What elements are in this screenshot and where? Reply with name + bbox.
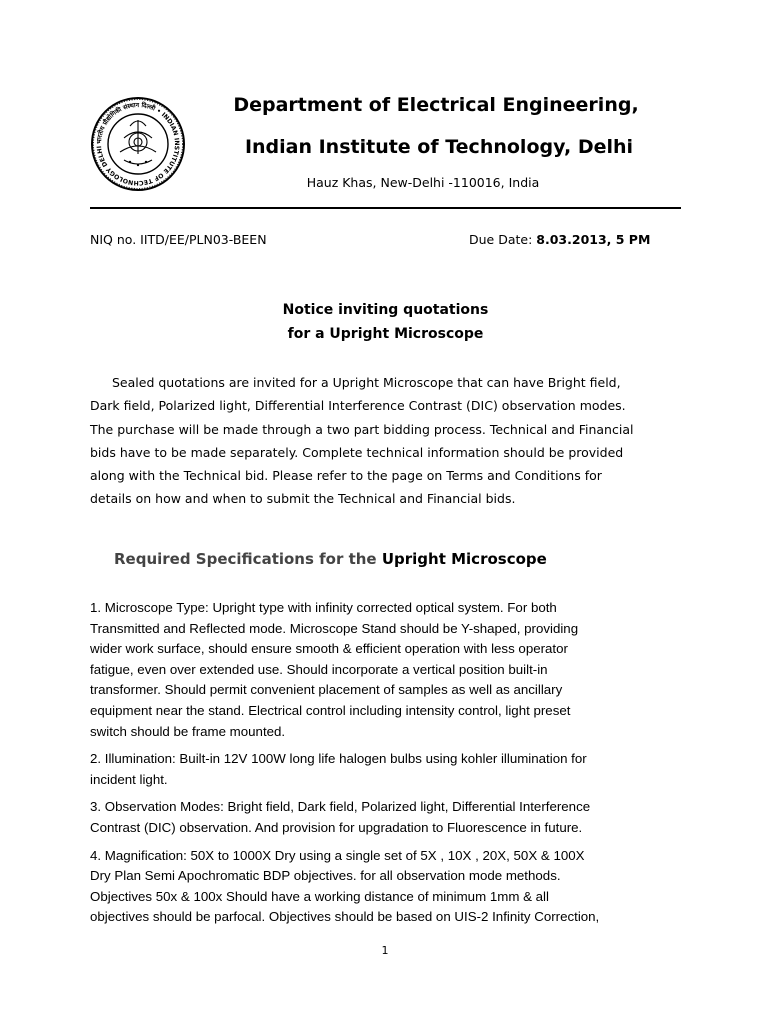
institute-address: Hauz Khas, New-Delhi -110016, India [306, 175, 540, 190]
specifications-heading [114, 547, 547, 571]
intro-line: Dark field, Polarized light, Differential Interference Contrast (DIC) observation modes. [90, 398, 626, 414]
specifications-heading-prefix: Required Specifications for the [114, 550, 382, 568]
seal-ring-text: भारतीय प्रौद्योगिकी संस्थान दिल्ली • INDIAN INSTITUTE OF TECHNOLOGY DELHI [95, 101, 181, 187]
intro-line: bids have to be made separately. Complete technical information should be provided [90, 444, 624, 460]
page-number: 1 [381, 944, 389, 957]
specifications-heading-subject: Upright Microscope [381, 550, 547, 568]
spec-item-observation-modes: 3. Observation Modes: Bright field, Dark field, Polarized light, Differential Interference Contrast (DIC) observation. And provision for upgradation to Fluorescence in future. [90, 799, 591, 835]
notice-title-line-2: for a Upright Microscope [287, 326, 484, 342]
intro-line: Sealed quotations are invited for a Upright Microscope that can have Bright field, [112, 375, 621, 390]
due-date [469, 231, 650, 249]
intro-paragraph [90, 371, 681, 511]
letterhead [196, 92, 696, 192]
spec-item-magnification: 4. Magnification: 50X to 1000X Dry using a single set of 5X , 10X , 20X, 50X & 100X Dry Plan Semi Apochromatic BDP objectives. for all observation mode methods. Objectives 50x & 100x Should have a working distance of minimum 1mm & all objectives should be parfocal. Objectives should be based on UIS-2 Infinity Correction, [90, 847, 600, 925]
intro-line: along with the Technical bid. Please refer to the page on Terms and Conditions for [90, 468, 602, 484]
spec-item-microscope-type: 1. Microscope Type: Upright type with infinity corrected optical system. For both Transmitted and Reflected mode. Microscope Stand should be Y-shaped, providing wider work surface, should ensure smooth & efficient operation with less operator fatigue, even over extended use. Should incorporate a vertical position built-in transformer. Should permit convenient placement of samples as well as ancillary equipment near the stand. Electrical control including intensity control, light preset switch should be frame mounted. [90, 600, 579, 739]
niq-number: NIQ no. IITD/EE/PLN03-BEEN [90, 232, 267, 247]
department-title: Department of Electrical Engineering, [233, 94, 639, 116]
specifications-list [90, 598, 681, 935]
intro-line: details on how and when to submit the Technical and Financial bids. [90, 491, 516, 507]
institute-title: Indian Institute of Technology, Delhi [244, 136, 634, 158]
due-date-value: 8.03.2013, 5 PM [536, 232, 651, 247]
intro-line: The purchase will be made through a two part bidding process. Technical and Financial [90, 421, 634, 437]
spec-item-illumination: 2. Illumination: Built-in 12V 100W long life halogen bulbs using kohler illumination for incident light. [90, 751, 587, 787]
due-date-label: Due Date: [469, 232, 537, 247]
header-divider [90, 207, 681, 209]
notice-title-line-1: Notice inviting quotations [282, 302, 489, 318]
